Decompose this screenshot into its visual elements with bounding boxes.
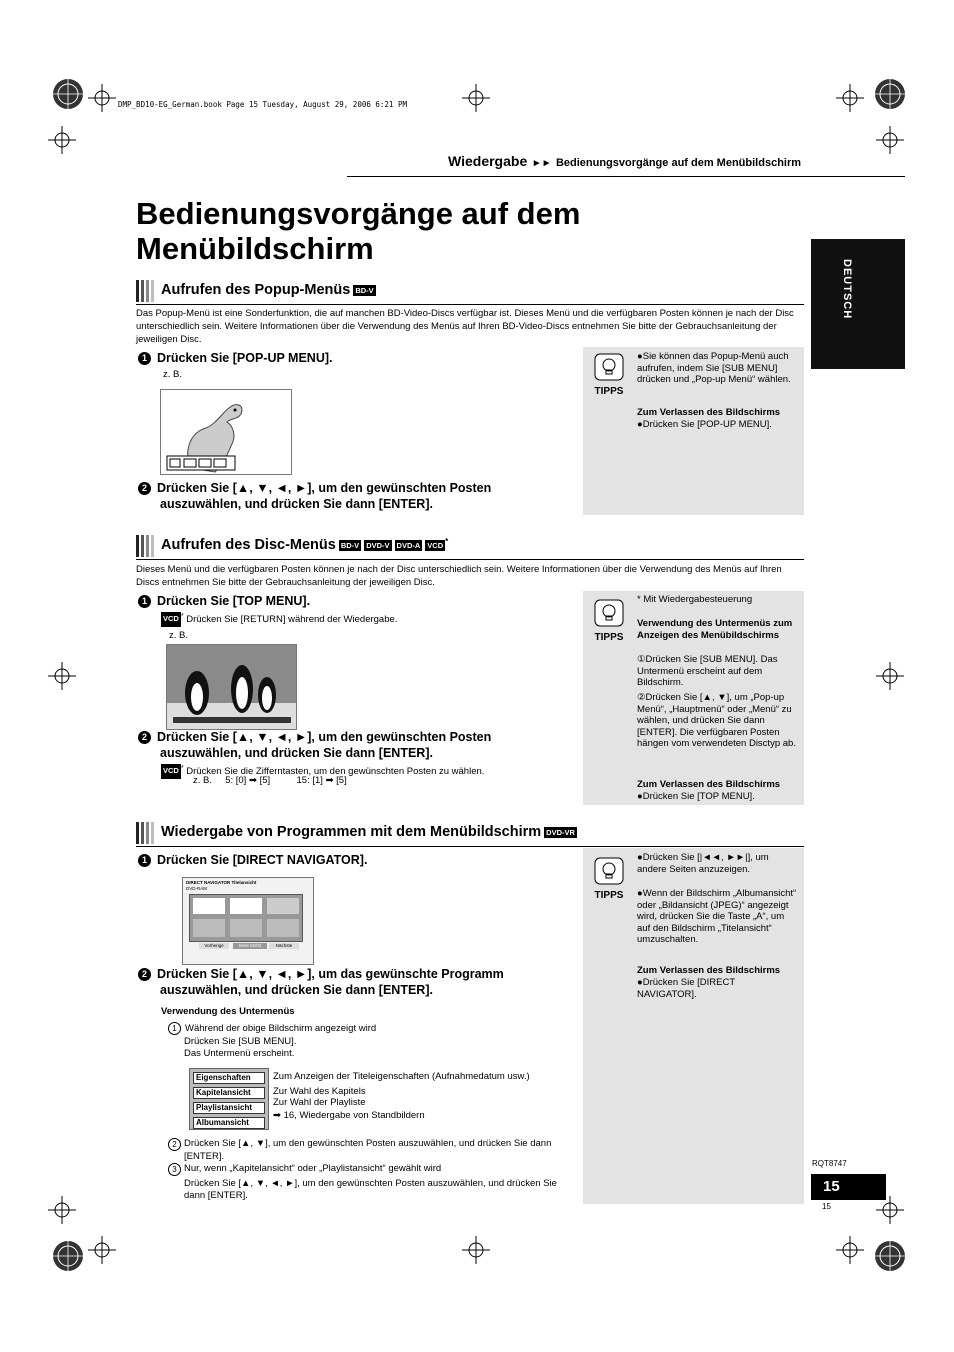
example-text: z. B. 5: [0] ➡ [5] 15: [1] ➡ [5] bbox=[193, 775, 347, 786]
running-head bbox=[448, 153, 801, 171]
header-rule bbox=[347, 176, 905, 177]
section-header-program bbox=[136, 820, 804, 847]
popup-menu-screenshot bbox=[160, 389, 292, 475]
running-head-sub: Bedienungsvorgänge auf dem Menübildschirm bbox=[555, 157, 802, 169]
tips-text: ●Sie können das Popup-Menü auch aufrufen, indem Sie [SUB MENU] drücken und „Pop-up Menü“ wählen. bbox=[637, 351, 791, 385]
tips-text: ②Drücken Sie [▲, ▼], um „Pop-up Menü“, „Hauptmenü“ oder „Menü“ zu wählen, und drücken Sie dann [ENTER]. Die verfügbaren Posten hängen vom verwendeten Disctyp ab. bbox=[637, 692, 796, 749]
crosshair-mark bbox=[48, 662, 76, 690]
section-header-popup bbox=[136, 278, 804, 305]
tips-text: ●Drücken Sie [TOP MENU]. bbox=[637, 791, 755, 802]
section-intro: Dieses Menü und die verfügbaren Posten können je nach der Disc unterschiedlich sein. Weitere Informationen über die Verwendung des Menüs auf Ihren Discs entnehmen Sie bitte der Gebrauchsanleitung der jeweiligen Disc. bbox=[136, 564, 782, 588]
model-code: RQT8747 bbox=[812, 1159, 847, 1168]
step-text-cont: auszuwählen, und drücken Sie dann [ENTER]. bbox=[160, 497, 433, 511]
crosshair-mark bbox=[876, 126, 904, 154]
example-label: z. B. bbox=[163, 369, 183, 380]
language-tab-label: DEUTSCH bbox=[841, 259, 853, 320]
tips-icon bbox=[594, 599, 624, 643]
crosshair-mark bbox=[48, 1196, 76, 1224]
footnote-star: * bbox=[180, 613, 184, 620]
submenu-step-3: 3 Nur, wenn „Kapitelansicht“ oder „Playlistansicht“ gewählt wird Drücken Sie [▲, ▼, ◄, ►], um den gewünschten Posten auszuwählen, und drücken Sie dann [ENTER]. bbox=[168, 1163, 578, 1203]
submenu-step-1: 1 Während der obige Bildschirm angezeigt wird Drücken Sie [SUB MENU]. Das Untermenü erscheint. bbox=[168, 1022, 568, 1061]
page-number: 15 bbox=[823, 1178, 840, 1195]
crosshair-mark bbox=[462, 84, 490, 112]
submenu-heading: Verwendung des Untermenüs bbox=[161, 1006, 295, 1017]
language-tab bbox=[811, 239, 905, 369]
section-title: Wiedergabe von Programmen mit dem Menübildschirm bbox=[161, 824, 542, 840]
step-2: 2 Drücken Sie [▲, ▼, ◄, ►], um den gewünschten Posten auszuwählen, und drücken Sie dann [ENTER]. bbox=[138, 729, 491, 761]
tips-icon bbox=[594, 857, 624, 901]
section-intro: Das Popup-Menü ist eine Sonderfunktion, die auf manchen BD-Video-Discs verfügbar ist. Dieses Menü und die verfügbaren Posten können je nach der Disc unterschiedlich sein. Weitere Informationen über die Verwendung des Menüs auf Ihren BD-Video-Discs entnehmen Sie bitte der Gebrauchsanleitung der jeweiligen Disc. bbox=[136, 308, 794, 345]
note-text: Drücken Sie [RETURN] während der Wiedergabe. bbox=[186, 614, 398, 626]
step-text: Drücken Sie [TOP MENU]. bbox=[157, 594, 311, 608]
tips-label: TIPPS bbox=[594, 890, 624, 901]
note-text: Das Untermenü erscheint. bbox=[184, 1048, 295, 1059]
crosshair-mark bbox=[88, 84, 116, 112]
crosshair-mark bbox=[88, 1236, 116, 1264]
submenu-desc: Zur Wahl des Kapitels bbox=[273, 1086, 366, 1097]
disc-tag: VCD bbox=[161, 612, 181, 627]
section-title: Aufrufen des Disc-Menüs bbox=[161, 537, 336, 553]
disc-tag: DVD-V bbox=[366, 540, 390, 550]
disc-tag: VCD bbox=[427, 540, 444, 550]
running-head-section: Wiedergabe bbox=[448, 153, 528, 169]
submenu-desc: ➡ 16, Wiedergabe von Standbildern bbox=[273, 1110, 425, 1121]
crosshair-mark bbox=[876, 662, 904, 690]
tips-subhead: Zum Verlassen des Bildschirms bbox=[637, 965, 781, 976]
step-text: Drücken Sie [POP-UP MENU]. bbox=[157, 351, 333, 365]
screen-page: Seite 02/02 bbox=[233, 943, 267, 949]
screen-next: Nächste bbox=[269, 943, 299, 949]
crop-header: DMP_BD10-EG_German.book Page 15 Tuesday, August 29, 2006 6:21 PM bbox=[118, 100, 407, 109]
screen-prev: Vorherige bbox=[199, 943, 229, 949]
example-label: z. B. bbox=[169, 630, 189, 641]
registration-mark bbox=[48, 74, 88, 114]
step-1: 1 Drücken Sie [TOP MENU]. bbox=[138, 593, 310, 609]
step-text: Drücken Sie [DIRECT NAVIGATOR]. bbox=[157, 853, 368, 867]
screen-title: DIRECT NAVIGATOR Titelansicht bbox=[186, 880, 257, 885]
page-number-small: 15 bbox=[822, 1202, 831, 1211]
step-text-cont: auszuwählen, und drücken Sie dann [ENTER]. bbox=[160, 746, 433, 760]
page-number-box bbox=[811, 1174, 886, 1200]
submenu-desc: Zum Anzeigen der Titeleigenschaften (Aufnahmedatum usw.) bbox=[273, 1071, 530, 1082]
submenu-item[interactable]: Eigenschaften bbox=[193, 1072, 265, 1084]
page-title-line1: Bedienungsvorgänge auf dem bbox=[136, 196, 581, 231]
step-text: Drücken Sie [▲, ▼, ◄, ►], um den gewünschten Posten bbox=[157, 730, 492, 744]
section-bars-icon bbox=[136, 535, 156, 557]
tips-subhead: Verwendung des Untermenüs zum Anzeigen des Menübildschirms bbox=[637, 618, 793, 641]
registration-mark bbox=[870, 1236, 910, 1276]
disc-tag: VCD bbox=[161, 764, 181, 779]
tips-text: * Mit Wiedergabesteuerung bbox=[637, 594, 753, 605]
tips-text: ①Drücken Sie [SUB MENU]. Das Untermenü erscheint auf dem Bildschirm. bbox=[637, 654, 778, 688]
submenu-step-2: 2 Drücken Sie [▲, ▼], um den gewünschten Posten auszuwählen, und drücken Sie dann [ENTER]. bbox=[168, 1138, 578, 1163]
step-1: 1 Drücken Sie [DIRECT NAVIGATOR]. bbox=[138, 852, 367, 868]
crosshair-mark bbox=[48, 126, 76, 154]
submenu-item[interactable]: Playlistansicht bbox=[193, 1102, 265, 1114]
footnote-star: * bbox=[445, 537, 449, 546]
section-bars-icon bbox=[136, 822, 156, 844]
screen-disc: DVD-RAM bbox=[186, 886, 207, 891]
running-head-arrows: ►► bbox=[531, 158, 552, 169]
step-text: Drücken Sie [▲, ▼, ◄, ►], um den gewünschten Posten bbox=[157, 481, 492, 495]
thumbnail-grid bbox=[189, 894, 303, 942]
tips-label: TIPPS bbox=[594, 386, 624, 397]
tips-label: TIPPS bbox=[594, 632, 624, 643]
tips-text: ●Drücken Sie [DIRECT NAVIGATOR]. bbox=[637, 977, 735, 1000]
tips-subhead: Zum Verlassen des Bildschirms bbox=[637, 779, 781, 790]
direct-navigator-screenshot bbox=[182, 877, 314, 965]
crosshair-mark bbox=[836, 84, 864, 112]
note-text: Drücken Sie [▲, ▼], um den gewünschten Posten auszuwählen, und drücken Sie dann [ENTER]. bbox=[184, 1138, 552, 1162]
tips-text: ●Drücken Sie [|◄◄, ►►|], um andere Seiten anzuzeigen. bbox=[637, 852, 769, 875]
tips-text: ●Drücken Sie [POP-UP MENU]. bbox=[637, 419, 772, 430]
vcd-note bbox=[161, 611, 397, 627]
tips-box-popup bbox=[583, 347, 804, 515]
tips-text: ●Wenn der Bildschirm „Albumansicht“ oder „Bildansicht (JPEG)“ angezeigt wird, drücken Sie die Taste „A“, um auf den Bildschirm „Titelansicht“ umzuschalten. bbox=[637, 888, 797, 945]
note-text: Während der obige Bildschirm angezeigt wird bbox=[185, 1023, 377, 1034]
disc-tag: DVD-VR bbox=[546, 827, 575, 837]
tips-icon bbox=[594, 353, 624, 397]
step-2: 2 Drücken Sie [▲, ▼, ◄, ►], um das gewünschte Programm auszuwählen, und drücken Sie dann [ENTER]. bbox=[138, 966, 504, 998]
submenu-list bbox=[189, 1068, 269, 1130]
submenu-item[interactable]: Albumansicht bbox=[193, 1117, 265, 1129]
submenu-desc: Zur Wahl der Playliste bbox=[273, 1097, 366, 1108]
section-bars-icon bbox=[136, 280, 156, 302]
disc-tag: BD-V bbox=[355, 285, 374, 295]
section-title: Aufrufen des Popup-Menüs bbox=[161, 282, 351, 298]
section-header-disc bbox=[136, 533, 804, 560]
disc-tag: BD-V bbox=[340, 540, 360, 550]
disc-menu-screenshot bbox=[166, 644, 297, 730]
step-2: 2 Drücken Sie [▲, ▼, ◄, ►], um den gewünschten Posten auszuwählen, und drücken Sie dann [ENTER]. bbox=[138, 480, 491, 512]
page-title-line2: Menübildschirm bbox=[136, 231, 374, 266]
registration-mark bbox=[870, 74, 910, 114]
note-text: Nur, wenn „Kapitelansicht“ oder „Playlistansicht“ gewählt wird bbox=[184, 1163, 442, 1174]
page-title bbox=[136, 196, 736, 266]
crosshair-mark bbox=[462, 1236, 490, 1264]
tips-box-disc bbox=[583, 591, 804, 805]
note-text: Drücken Sie [▲, ▼, ◄, ►], um den gewünschten Posten auszuwählen, und drücken Sie dann [ENTER]. bbox=[184, 1177, 557, 1201]
tips-subhead: Zum Verlassen des Bildschirms bbox=[637, 407, 781, 418]
step-1: 1 Drücken Sie [POP-UP MENU]. bbox=[138, 350, 333, 366]
submenu-item[interactable]: Kapitelansicht bbox=[193, 1087, 265, 1099]
step-text: Drücken Sie [▲, ▼, ◄, ►], um das gewünschte Programm bbox=[157, 967, 504, 981]
registration-mark bbox=[48, 1236, 88, 1276]
note-text: Drücken Sie [SUB MENU]. bbox=[184, 1035, 297, 1047]
disc-tag: DVD-A bbox=[396, 540, 421, 550]
crosshair-mark bbox=[836, 1236, 864, 1264]
tips-box-program bbox=[583, 848, 804, 1204]
note-text: Drücken Sie die Zifferntasten, um den gewünschten Posten zu wählen. bbox=[186, 766, 485, 778]
step-text-cont: auszuwählen, und drücken Sie dann [ENTER]. bbox=[160, 983, 433, 997]
footnote-star: * bbox=[180, 765, 184, 772]
crosshair-mark bbox=[876, 1196, 904, 1224]
